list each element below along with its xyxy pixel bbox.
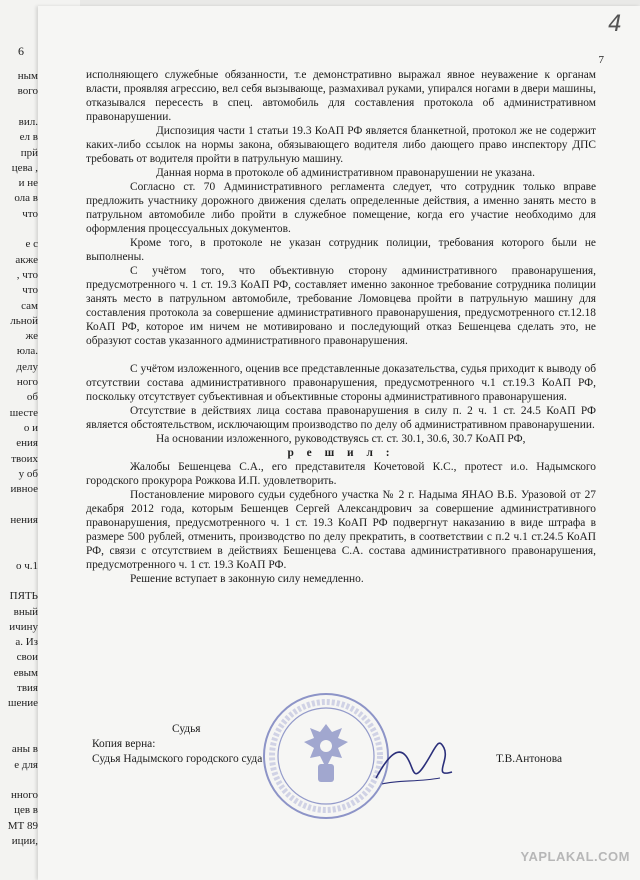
underlying-page-fragment: евым bbox=[13, 666, 38, 679]
underlying-page-fragment: шесте bbox=[9, 406, 38, 419]
paragraph: С учётом изложенного, оценив все представленные доказательства, судья приходит к выводу об отсутствии состава административного правонарушения, предусмотренного ч.1 ст.19.3 КоАП РФ, поскольку отсутствует субъективная и объективные стороны административного правонарушения. bbox=[86, 363, 596, 403]
paragraph: Отсутствие в действиях лица состава правонарушения в силу п. 2 ч. 1 ст. 24.5 КоАП РФ является обстоятельством, исключающим производство по делу об административном правонарушении. bbox=[86, 405, 596, 431]
underlying-page-fragment: твоих bbox=[11, 452, 38, 465]
underlying-page-fragment: ивное bbox=[10, 483, 38, 496]
underlying-page-fragment: МТ 89 bbox=[7, 819, 38, 832]
underlying-page-fragment: делу bbox=[16, 360, 38, 373]
paragraph: Кроме того, в протоколе не указан сотрудник полиции, требования которого были не выполнены. bbox=[86, 237, 596, 263]
paragraph: С учётом того, что объективную сторону административного правонарушения, предусмотренного ч. 1 ст. 19.3 КоАП РФ, составляет именно законное требование сотрудника полиции занять место в патрульном автомобиле, требование Ломовцева пройти в патрульную машину для составления протокола за совершение административного правонарушения, предусмотренного ст.12.18 КоАП РФ, которое им ничем не мотивировано и последующий отказ Бешенцева сделать это, не образуют состав указанного административного правонарушения. bbox=[86, 265, 596, 347]
underlying-page-fragment: цев в bbox=[14, 804, 38, 817]
handwritten-page-mark: 4 bbox=[608, 12, 622, 37]
underlying-page-fragment: свои bbox=[16, 651, 38, 664]
underlying-page-fragment: вого bbox=[17, 85, 38, 98]
paragraph: Согласно ст. 70 Административного регламента следует, что сотрудник только вправе предложить участнику дорожного движения сделать определенные действия, а именно занять место в патрульном автомобиле либо пройти в служебное помещение, когда его участие необходимо для оформления процессуальных документов. bbox=[86, 181, 596, 235]
underlying-page-fragment: и не bbox=[18, 177, 38, 190]
underlying-page-fragment: же bbox=[25, 330, 38, 343]
underlying-page-fragment: вил. bbox=[18, 115, 38, 128]
decision-paragraph: Решение вступает в законную силу немедленно. bbox=[130, 573, 364, 585]
underlying-page-fragment: шение bbox=[7, 697, 38, 710]
document-body bbox=[86, 68, 596, 586]
underlying-page-fragment: у об bbox=[18, 467, 38, 480]
judge-label: Судья bbox=[172, 723, 201, 735]
underlying-page-fragment: иции, bbox=[11, 835, 38, 847]
paragraph: Диспозиция части 1 статьи 19.3 КоАП РФ является бланкетной, протокол же не содержит каких-либо ссылок на нормы закона, обязывающего водителя либо дающего право инспектору ДПС требовать от водителя пройти в патрульную машину. bbox=[86, 125, 596, 165]
underlying-page-fragment: об bbox=[26, 391, 38, 404]
paragraph: На основании изложенного, руководствуясь ст. ст. 30.1, 30.6, 30.7 КоАП РФ, bbox=[156, 433, 526, 445]
underlying-page-fragment: что bbox=[22, 207, 38, 220]
underlying-page-fragment: ным bbox=[17, 70, 38, 82]
underlying-page-fragment: льной bbox=[10, 314, 38, 327]
underlying-page-fragment: нного bbox=[10, 789, 38, 802]
underlying-page-fragment: ичину bbox=[9, 620, 38, 633]
underlying-page-fragment: а. Из bbox=[15, 636, 38, 649]
underlying-page-fragment: , что bbox=[16, 268, 38, 281]
paragraph: исполняющего служебные обязанности, т.е демонстративно выражал явное неуважение к органам власти, проявляя агрессию, вел себя вызывающе, размахивал руками, упирался ногами в двери машины, отказывался пересесть в спец. автомобиль для составления протокола об административном правонарушении. bbox=[86, 69, 596, 123]
court-line: Судья Надымского городского суда bbox=[92, 753, 263, 765]
underlying-page-fragment: ола в bbox=[14, 192, 38, 205]
underlying-page-fragment: е с bbox=[25, 238, 38, 251]
handwritten-signature bbox=[368, 726, 458, 796]
decision-heading: р е ш и л : bbox=[287, 447, 395, 459]
underlying-page-fragment: юла. bbox=[16, 345, 38, 358]
underlying-page-fragment: ел в bbox=[19, 131, 38, 144]
judge-name: Т.В.Антонова bbox=[495, 753, 562, 765]
document-page bbox=[38, 6, 640, 880]
underlying-page-fragment: вный bbox=[13, 605, 38, 618]
underlying-page-fragment: аны в bbox=[11, 743, 38, 756]
page-number: 7 bbox=[598, 54, 604, 66]
copy-certified-label: Копия верна: bbox=[92, 738, 156, 750]
underlying-page-fragment: ения bbox=[16, 437, 38, 450]
underlying-page-fragment: о ч.1 bbox=[15, 559, 38, 572]
decision-paragraph: Жалобы Бешенцева С.А., его представителя Кочетовой К.С., протест и.о. Надымского городского прокурора Рожкова И.П. удовлетворить. bbox=[86, 461, 596, 487]
underlying-page-fragment: ного bbox=[16, 376, 38, 388]
decision-paragraph: Постановление мирового судьи судебного участка № 2 г. Надыма ЯНАО В.Б. Уразовой от 27 декабря 2012 года, которым Бешенцев Сергей Александрович за совершение административного правонарушения, предусмотренного ч. 1 ст. 19.3 КоАП РФ подвергнут наказанию в виде штрафа в размере 500 рублей, отменить, производство по делу прекратить, в соответствии с п.2 ч.1 ст.24.5 КоАП РФ, связи с отсутствием в действиях Бешенцева С.А. состава административного правонарушения, предусмотренного ч. 1 ст. 19.3 КоАП РФ. bbox=[86, 489, 596, 571]
underlying-page-fragment: цева , bbox=[11, 161, 38, 174]
underlying-page-number: 6 bbox=[18, 44, 24, 58]
underlying-page-fragment: нения bbox=[10, 513, 38, 526]
underlying-page-fragment: что bbox=[22, 284, 38, 297]
site-watermark: YAPLAKAL.COM bbox=[520, 849, 630, 864]
underlying-page-fragment: е для bbox=[14, 758, 38, 771]
underlying-page-fragment: твия bbox=[17, 682, 38, 694]
paragraph: Данная норма в протоколе об административном правонарушении не указана. bbox=[156, 167, 535, 179]
underlying-page-fragment: прй bbox=[20, 146, 38, 159]
underlying-page-fragment: о и bbox=[23, 421, 38, 434]
underlying-page-fragment: акже bbox=[15, 253, 38, 266]
underlying-page-fragment: ПЯТЬ bbox=[9, 590, 38, 603]
underlying-page-fragment: сам bbox=[21, 299, 38, 312]
